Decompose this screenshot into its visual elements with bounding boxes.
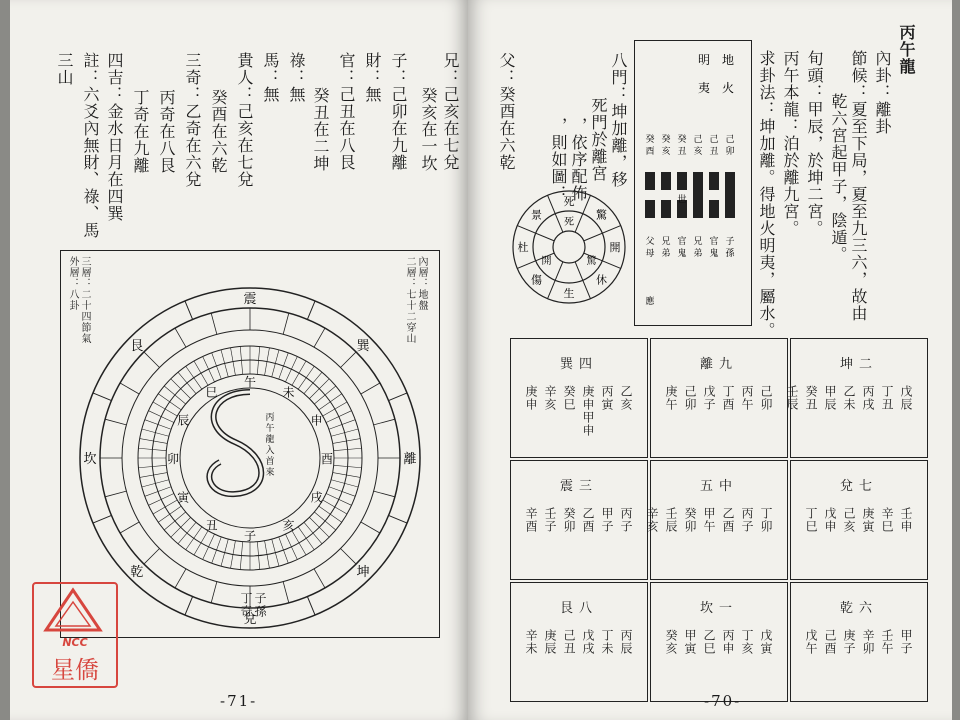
compass-branch: 戌 [310, 490, 323, 505]
right-text-column: 死門於離宮 [589, 80, 608, 182]
compass-tick [285, 534, 297, 559]
compass-sector-divider [389, 515, 407, 523]
palace-cell [650, 582, 788, 702]
compass-sector-divider [389, 393, 407, 401]
palace-title: 離九 [699, 357, 738, 372]
hexagram-line [725, 172, 735, 218]
eight-doors-wheel [510, 188, 628, 306]
palace-ganzhi: 戊子 [702, 385, 716, 411]
palace-cell [790, 460, 928, 580]
palace-ganzhi: 丙申 [721, 629, 735, 655]
right-text-column: 八門：坤加離，移 [609, 52, 628, 188]
compass-tick [142, 429, 169, 436]
right-text-column: 丙午龍 [897, 24, 916, 75]
compass-tick [319, 394, 342, 410]
compass-tick [164, 386, 185, 404]
center-note-char: 龍 [265, 435, 275, 445]
left-text-column: 三奇：乙奇在六兌 [183, 52, 202, 188]
compass-tick [314, 512, 335, 530]
palace-cell [785, 338, 928, 458]
compass-tick [153, 402, 177, 416]
hexagram-stem-char: 癸 [677, 135, 687, 145]
palace-title: 巽四 [559, 357, 598, 372]
compass-ring [180, 388, 320, 528]
hexagram-relation-char: 兄 [693, 237, 703, 247]
compass-tick [175, 569, 186, 588]
hexagram-stem-char: 丑 [709, 147, 719, 157]
palace-ganzhi: 癸亥 [664, 629, 678, 655]
compass-tick [120, 383, 139, 394]
door-wheel-divider [575, 195, 590, 232]
compass-tick [212, 353, 222, 379]
hexagram-relation-char: 兄 [661, 237, 671, 247]
left-text-column: 馬：無 [261, 52, 280, 103]
hexagram-name-char: 火 [721, 81, 735, 95]
palace-ganzhi: 丁丑 [880, 385, 894, 411]
palace-cell [645, 460, 788, 580]
compass-branch: 子 [243, 529, 257, 543]
compass-tick [164, 512, 185, 530]
left-text-column: 三山 [55, 52, 74, 86]
compass-tick [148, 411, 173, 423]
compass-tick [323, 402, 347, 416]
center-note-char: 丙 [265, 413, 275, 423]
door-wheel-ring [553, 231, 585, 263]
right-text-column: ，依序配佈 [569, 100, 588, 202]
door-wheel-divider [575, 262, 590, 299]
compass-tick [144, 549, 160, 565]
hexagram-shi-mark: 世 [677, 195, 687, 205]
palace-ganzhi: 庚午 [664, 385, 678, 411]
publisher-stamp [32, 582, 118, 688]
center-note-char: 入 [265, 446, 275, 456]
compass-tick [145, 487, 171, 497]
palace-cell [510, 460, 648, 580]
left-text-column: 兄：己亥在七兌 [441, 52, 460, 171]
palace-ganzhi: 辛巳 [880, 507, 894, 533]
door-wheel-divider [548, 195, 563, 232]
palace-cell [510, 582, 648, 702]
compass-tick [331, 480, 358, 487]
hexagram-relation-char: 母 [645, 249, 655, 259]
compass-tick [298, 527, 314, 550]
palace-columns [664, 385, 773, 411]
hexagram-stem-char: 癸 [661, 135, 671, 145]
compass-tick [212, 537, 222, 563]
palace-cell [510, 338, 648, 458]
palace-ganzhi: 丁巳 [804, 507, 818, 533]
stamp-brand: NCC [62, 636, 88, 649]
palace-ganzhi: 戊寅 [759, 629, 773, 655]
compass-tick [203, 534, 215, 559]
left-text-column: 丙奇在八艮 [157, 72, 176, 174]
center-note-char: 來 [265, 468, 275, 478]
palace-ganzhi: 丁卯 [759, 507, 773, 533]
left-text-column: 四吉：金水日月在四巽 [105, 52, 124, 222]
left-text-column: 財：無 [363, 52, 382, 103]
hexagram-line [709, 172, 719, 190]
door-label: 景 [530, 208, 542, 222]
compass-tick [186, 366, 202, 389]
compass-tick [194, 531, 208, 555]
page-number-right: -70- [704, 692, 742, 710]
compass-tick [145, 420, 171, 430]
palace-ganzhi: 壬申 [899, 507, 913, 533]
palace-ganzhi: 己亥 [842, 507, 856, 533]
compass-tick [120, 522, 139, 533]
palace-ganzhi: 癸卯 [562, 507, 576, 533]
compass-tick [374, 491, 395, 497]
compass-tick [158, 394, 181, 410]
hexagram-figure [636, 42, 748, 322]
palace-columns [645, 507, 773, 533]
compass-tick [304, 522, 322, 543]
right-text-column: 丙午本龍：泊於離九宮。 [781, 50, 800, 237]
center-note-char: 首 [265, 457, 275, 467]
chart-legend-inner: 內層：地盤 [416, 256, 427, 311]
compass-branch: 午 [243, 375, 257, 389]
compass-trigram: 乾 [130, 565, 144, 581]
compass-tick [361, 522, 380, 533]
hexagram-stem-char: 丑 [677, 147, 687, 157]
door-label: 杜 [517, 241, 529, 254]
compass-tick [178, 522, 196, 543]
compass-sector-divider [93, 393, 111, 401]
palace-ganzhi: 甲寅 [683, 629, 697, 655]
compass-tick [279, 353, 289, 379]
compass-trigram: 坎 [83, 452, 97, 467]
right-text-column: 乾六宮起甲子，陰遁。 [829, 76, 848, 263]
compass-tick [221, 539, 228, 566]
compass-tick [279, 537, 289, 563]
compass-branch: 酉 [320, 452, 334, 466]
palace-ganzhi: 辛酉 [524, 507, 538, 533]
compass-tick [319, 506, 342, 522]
compass-tick [144, 352, 160, 368]
palace-title: 艮八 [559, 601, 598, 616]
palace-columns [785, 385, 913, 411]
compass-trigram: 震 [243, 292, 257, 307]
hexagram-stem-char: 酉 [645, 147, 655, 157]
compass-trigram: 兌 [243, 612, 257, 627]
compass-ring [166, 374, 334, 542]
compass-sector-divider [307, 301, 315, 319]
dragon-vein-path-inner [209, 392, 261, 494]
right-text-column: 節候：夏至下局，夏至九三六，故由 [849, 50, 868, 322]
palace-ganzhi: 乙酉 [581, 507, 595, 533]
palace-title: 五中 [699, 479, 738, 494]
compass-branch: 丑 [205, 518, 218, 533]
chart-legend-third: 三層：二十四節氣 [79, 256, 90, 344]
door-inner-label: 開 [541, 256, 552, 267]
compass-tick [304, 372, 322, 393]
hexagram-name-char: 地 [721, 53, 735, 67]
palace-ganzhi: 辛卯 [861, 629, 875, 655]
right-text-column: ，則如圖： [549, 100, 568, 202]
door-inner-label: 驚 [586, 256, 597, 267]
compass-sector-divider [185, 301, 193, 319]
palace-ganzhi: 癸卯 [683, 507, 697, 533]
palace-ganzhi: 丙寅 [600, 385, 614, 411]
palace-cell [790, 582, 928, 702]
compass-trigram: 艮 [130, 338, 144, 354]
compass-branch: 寅 [177, 490, 190, 505]
compass-tick [292, 531, 306, 555]
hexagram-stem-char: 己 [693, 135, 703, 145]
palace-ganzhi: 甲子 [600, 507, 614, 533]
left-text-column: 貴人：己亥在七兌 [235, 52, 254, 188]
compass-branch: 未 [282, 385, 295, 400]
stamp-subtitle: 星僑 [51, 656, 99, 684]
right-page [468, 0, 952, 720]
door-wheel-divider [517, 226, 554, 241]
compass-tick [283, 582, 289, 603]
compass-tick [194, 361, 208, 385]
hexagram-name-char: 明 [697, 53, 711, 67]
palace-ganzhi: 丙子 [740, 507, 754, 533]
compass-branch: 辰 [177, 413, 190, 428]
compass-branch: 卯 [166, 452, 180, 466]
palace-ganzhi: 乙未 [842, 385, 856, 411]
compass-tick [211, 313, 217, 334]
compass-tick [329, 420, 355, 430]
hexagram-line [709, 200, 719, 218]
hexagram-stem-char: 己 [725, 135, 735, 145]
compass-tick [285, 356, 297, 381]
hexagram-line [693, 172, 703, 218]
left-text-column: 子：己卯在九離 [389, 52, 408, 171]
hexagram-stem-char: 亥 [693, 147, 703, 157]
compass-tick [211, 582, 217, 603]
compass-tick [272, 350, 279, 377]
palace-ganzhi: 戊辰 [899, 385, 913, 411]
compass-tick [341, 352, 357, 368]
door-wheel-divider [548, 262, 563, 299]
compass-trigram: 離 [403, 452, 417, 467]
palace-ganzhi: 辛亥 [543, 385, 557, 411]
compass-branch: 巳 [205, 385, 218, 400]
palace-title: 坎一 [699, 601, 738, 616]
page-number-left: -71- [220, 692, 258, 710]
hexagram-line [661, 200, 671, 218]
door-label: 傷 [530, 273, 542, 287]
compass-tick [153, 500, 177, 514]
compass-tick [158, 506, 181, 522]
hexagram-stem-char: 卯 [725, 147, 735, 157]
palace-ganzhi: 丁酉 [721, 385, 735, 411]
palace-cell [650, 338, 788, 458]
palace-ganzhi: 甲午 [702, 507, 716, 533]
palace-ganzhi: 丙子 [619, 507, 633, 533]
compass-tick [326, 411, 351, 423]
palace-ganzhi: 甲辰 [823, 385, 837, 411]
hexagram-relation-char: 鬼 [709, 249, 719, 259]
hexagram-name-char: 夷 [697, 81, 711, 95]
compass-tick [331, 429, 358, 436]
compass-sector-divider [307, 597, 315, 615]
left-text-column: 祿：無 [287, 52, 306, 103]
right-text-column: 求卦法：坤加離。得地火明夷，屬水。 [757, 50, 776, 339]
compass-tick [323, 500, 347, 514]
hexagram-line [661, 172, 671, 190]
palace-ganzhi: 己酉 [823, 629, 837, 655]
door-label: 休 [596, 273, 608, 287]
hexagram-relation-char: 弟 [693, 249, 703, 259]
palace-ganzhi: 丁亥 [740, 629, 754, 655]
left-text-column: 癸酉在六乾 [209, 72, 228, 174]
compass-tick [361, 383, 380, 394]
palace-ganzhi: 乙酉 [721, 507, 735, 533]
hexagram-line [677, 172, 687, 190]
compass-tick [314, 328, 325, 347]
palace-ganzhi: 癸丑 [804, 385, 818, 411]
palace-ganzhi: 己卯 [759, 385, 773, 411]
palace-ganzhi: 己卯 [683, 385, 697, 411]
palace-title: 兌七 [839, 479, 878, 494]
hexagram-stem-char: 亥 [661, 147, 671, 157]
compass-tick [221, 350, 228, 377]
palace-ganzhi: 甲子 [899, 629, 913, 655]
compass-tick [203, 356, 215, 381]
door-label: 開 [609, 241, 621, 254]
palace-ganzhi: 乙巳 [702, 629, 716, 655]
palace-columns [804, 629, 913, 655]
palace-ganzhi: 壬辰 [664, 507, 678, 533]
stamp-triangle-icon [34, 584, 112, 634]
hexagram-stem-char: 己 [709, 135, 719, 145]
palace-title: 乾六 [839, 601, 878, 616]
compass-tick [105, 491, 126, 497]
palace-ganzhi: 壬辰 [785, 385, 799, 411]
palace-title: 震三 [559, 479, 598, 494]
palace-ganzhi: 乙亥 [619, 385, 633, 411]
hexagram-line [645, 200, 655, 218]
compass-tick [148, 493, 173, 505]
door-label: 死 [563, 195, 575, 208]
hexagram-stem-char: 癸 [645, 135, 655, 145]
palace-ganzhi: 庚辰 [543, 629, 557, 655]
compass-sector-divider [93, 515, 111, 523]
hexagram-relation-char: 鬼 [677, 249, 687, 259]
palace-columns [664, 629, 773, 655]
palace-title: 坤二 [839, 357, 878, 372]
palace-ganzhi: 庚寅 [861, 507, 875, 533]
right-text-column: 內卦：離卦 [873, 50, 892, 135]
door-label: 生 [563, 287, 575, 300]
left-text-column: 註：六爻內無財、祿、馬 [81, 52, 100, 239]
hexagram-relation-char: 官 [677, 237, 687, 247]
door-inner-label: 死 [564, 217, 574, 228]
hexagram-line [645, 172, 655, 190]
compass-tick [178, 372, 196, 393]
compass-trigram: 巽 [356, 338, 370, 354]
left-text-column: 丁奇在九離 [131, 72, 150, 174]
palace-ganzhi: 辛亥 [645, 507, 659, 533]
annot-bottom-1: 子孫 [253, 592, 267, 618]
palace-columns [804, 507, 913, 533]
palace-ganzhi: 癸巳 [562, 385, 576, 411]
compass-tick [272, 539, 279, 566]
compass-tick [341, 549, 357, 565]
hexagram-relation-char: 官 [709, 237, 719, 247]
left-text-column: 癸亥在一坎 [419, 70, 438, 172]
compass-tick [175, 328, 186, 347]
compass-branch: 亥 [282, 518, 295, 533]
annot-bottom-2: 丁奇 [239, 592, 253, 618]
center-note-char: 午 [265, 424, 275, 434]
compass-sector-divider [185, 597, 193, 615]
compass-tick [374, 419, 395, 425]
palace-ganzhi: 壬子 [543, 507, 557, 533]
palace-ganzhi: 辛未 [524, 629, 538, 655]
hexagram-relation-char: 孫 [725, 249, 735, 259]
hexagram-relation-char: 父 [645, 237, 655, 247]
left-text-column: 癸丑在二坤 [311, 70, 330, 172]
compass-tick [314, 569, 325, 588]
compass-trigram: 坤 [356, 565, 370, 581]
palace-ganzhi: 丙午 [740, 385, 754, 411]
chart-legend-outer: 外層：八卦 [67, 256, 78, 311]
door-wheel-divider [584, 226, 621, 241]
palace-ganzhi: 丁未 [600, 629, 614, 655]
hexagram-ying-mark: 應 [645, 297, 655, 307]
compass-tick [292, 361, 306, 385]
compass-tick [314, 386, 335, 404]
compass-tick [326, 493, 351, 505]
left-text-column: 官：己丑在八艮 [337, 52, 356, 171]
compass-tick [105, 419, 126, 425]
fu-column: 父：癸酉在六乾 [497, 52, 516, 171]
right-text-column: 旬頭：甲辰，於坤二宮。 [805, 50, 824, 237]
compass-branch: 申 [310, 413, 323, 428]
palace-ganzhi: 庚申甲申 [581, 385, 595, 437]
palace-columns [524, 385, 633, 437]
palace-ganzhi: 庚子 [842, 629, 856, 655]
compass-tick [329, 487, 355, 497]
compass-tick [283, 313, 289, 334]
palace-ganzhi: 壬午 [880, 629, 894, 655]
hexagram-relation-char: 子 [725, 237, 735, 247]
compass-tick [186, 527, 202, 550]
palace-ganzhi: 己丑 [562, 629, 576, 655]
palace-columns [524, 507, 633, 533]
palace-ganzhi: 丙戌 [861, 385, 875, 411]
palace-ganzhi: 戊戌 [581, 629, 595, 655]
palace-columns [524, 629, 633, 655]
compass-tick [142, 480, 169, 487]
palace-ganzhi: 丙辰 [619, 629, 633, 655]
compass-tick [298, 366, 314, 389]
palace-ganzhi: 戊申 [823, 507, 837, 533]
door-label: 驚 [596, 208, 608, 222]
compass-chart [70, 262, 430, 630]
palace-ganzhi: 庚申 [524, 385, 538, 411]
chart-legend-second: 二層：七十二穿山 [404, 256, 415, 344]
palace-ganzhi: 戊午 [804, 629, 818, 655]
hexagram-relation-char: 弟 [661, 249, 671, 259]
